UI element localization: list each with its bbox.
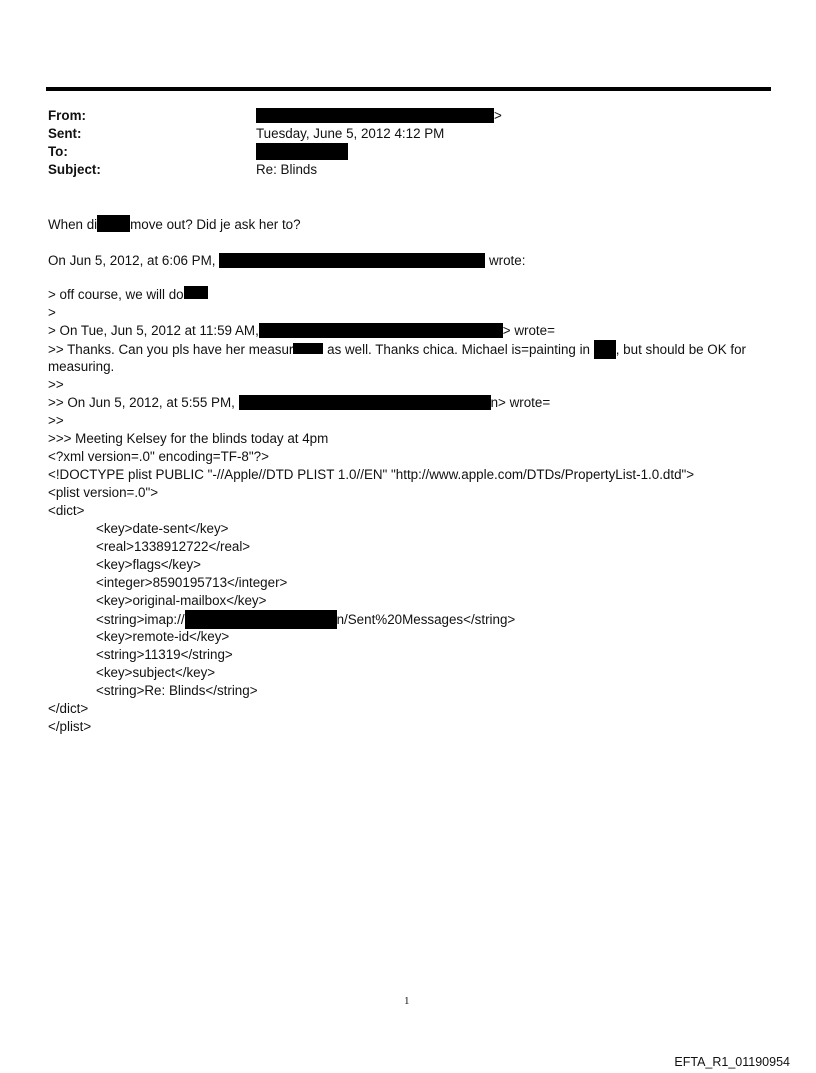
from-label: From: (48, 108, 86, 123)
redaction-block (293, 343, 323, 354)
redaction-block (256, 108, 494, 123)
sent-value: Tuesday, June 5, 2012 4:12 PM (256, 126, 445, 141)
body-line: <key>remote-id</key> (96, 629, 230, 644)
redaction-block (256, 143, 348, 160)
page-number: 1 (404, 995, 410, 1007)
body-line: >>> Meeting Kelsey for the blinds today at 4pm (48, 431, 329, 446)
body-line: <key>original-mailbox</key> (96, 593, 267, 608)
body-line: When di move out? Did je ask her to? (48, 217, 301, 232)
body-line: <real>1338912722</real> (96, 539, 251, 554)
body-line: <key>subject</key> (96, 665, 216, 680)
body-line: <key>date-sent</key> (96, 521, 229, 536)
document-id: EFTA_R1_01190954 (674, 1055, 790, 1069)
body-line: measuring. (48, 359, 115, 374)
sent-label: Sent: (48, 126, 82, 141)
header-rule (46, 87, 771, 91)
from-suffix: > (494, 108, 502, 123)
redaction-block (594, 340, 616, 359)
to-value (256, 143, 348, 161)
body-line: >> (48, 377, 64, 392)
subject-label: Subject: (48, 162, 101, 177)
body-line: On Jun 5, 2012, at 6:06 PM, wrote: (48, 253, 526, 268)
redaction-block (239, 395, 491, 410)
redaction-block (184, 286, 208, 299)
body-line: <!DOCTYPE plist PUBLIC "-//Apple//DTD PLIST 1.0//EN" "http://www.apple.com/DTDs/PropertyList-1.0.dtd"> (48, 467, 695, 482)
body-line: >> On Jun 5, 2012, at 5:55 PM, n> wrote= (48, 395, 551, 410)
body-line: <plist version=.0"> (48, 485, 159, 500)
body-line: <string>Re: Blinds</string> (96, 683, 258, 698)
body-line: > On Tue, Jun 5, 2012 at 11:59 AM, > wrote= (48, 323, 555, 338)
body-line: <key>flags</key> (96, 557, 201, 572)
body-line: > off course, we will do (48, 286, 208, 304)
body-line: >> (48, 413, 64, 428)
body-line: > (48, 305, 56, 320)
redaction-block (97, 215, 130, 232)
from-value (256, 107, 502, 125)
body-line: <integer>8590195713</integer> (96, 575, 288, 590)
redaction-block (185, 610, 337, 629)
body-line: <?xml version=.0" encoding=TF-8"?> (48, 449, 269, 464)
body-line: </plist> (48, 719, 92, 734)
redaction-block (259, 323, 503, 338)
body-line: <dict> (48, 503, 85, 518)
body-line: </dict> (48, 701, 89, 716)
subject-value: Re: Blinds (256, 162, 318, 177)
body-line: <string>11319</string> (96, 647, 233, 662)
redaction-block (219, 253, 485, 268)
body-line: <string>imap:// n/Sent%20Messages</string> (96, 612, 516, 627)
body-line: >> Thanks. Can you pls have her measur as well. Thanks chica. Michael is=painting in , but should be OK for (48, 342, 746, 357)
to-label: To: (48, 144, 68, 159)
